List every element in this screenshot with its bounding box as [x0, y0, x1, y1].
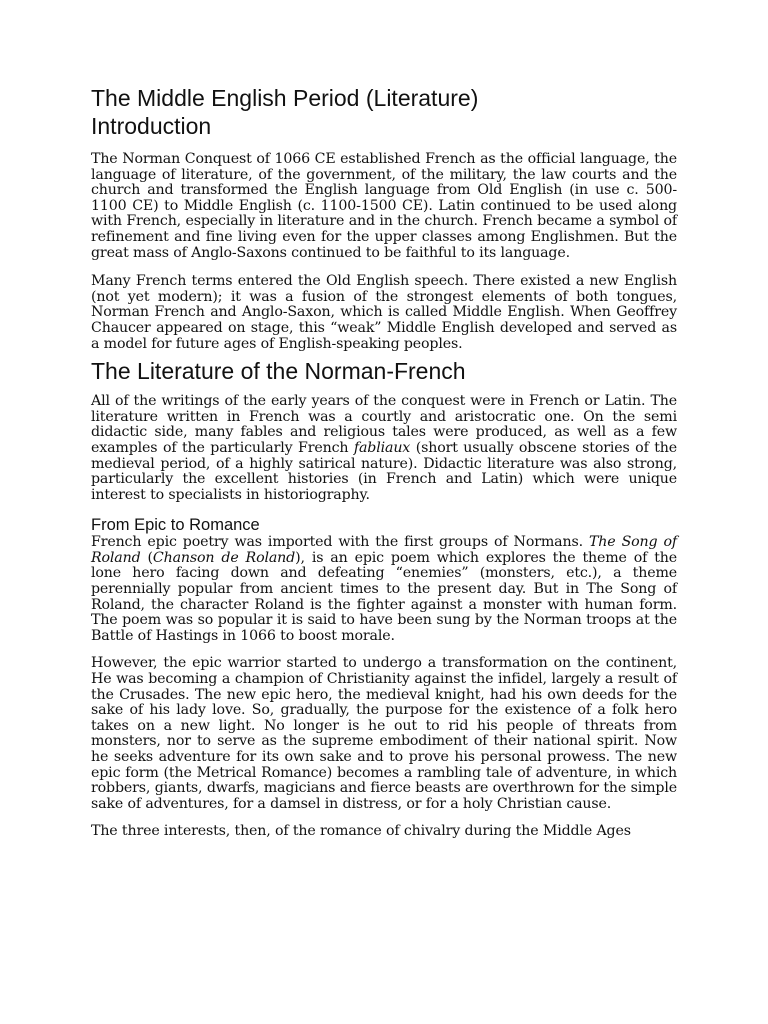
norman-french-text-b: (short usually obscene stories of the medieval period, of a highly satirical nature). Didactic literature was also strong, particularly the excellent histories (in French and Latin) which were unique interest to specialists in historiography.	[91, 439, 677, 503]
epic-text-b: (	[140, 549, 153, 566]
section-heading-norman-french: The Literature of the Norman-French	[91, 358, 466, 385]
norman-french-paragraph	[91, 394, 677, 503]
intro-paragraph-2: Many French terms entered the Old English speech. There existed a new English (not yet modern); it was a fusion of the strongest elements of both tongues, Norman French and Anglo-Saxon, which is called Middle English. When Geoffrey Chaucer appeared on stage, this “weak” Middle English developed and served as a model for future ages of English-speaking peoples.	[91, 273, 677, 352]
chanson-de-roland-title: Chanson de Roland	[152, 549, 296, 566]
title-block	[91, 84, 677, 140]
intro-paragraph-1: The Norman Conquest of 1066 CE established French as the official language, the language of literature, of the government, of the military, the law courts and the church and transformed the English language from Old English (in use c. 500-1100 CE) to Middle English (c. 1100-1500 CE). Latin continued to be used along with French, especially in literature and in the church. French became a symbol of refinement and fine living even for the upper classes among Englishmen. But the great mass of Anglo-Saxons continued to be faithful to its language.	[91, 151, 677, 261]
fabliaux-term: fabliaux	[353, 439, 411, 456]
title-line-1: The Middle English Period (Literature)	[91, 85, 479, 111]
subsection-heading-epic-to-romance: From Epic to Romance	[91, 516, 260, 535]
document-page	[91, 84, 677, 840]
epic-text-c: ), is an epic poem which explores the theme of the lone hero facing down and defeating “enemies” (monsters, etc.), a theme perennially popular from ancient times to the present day. But in The Song of Roland, the character Roland is the fighter against a monster with human form. The poem was so popular it is said to have been sung by the Norman troops at the Battle of Hastings in 1066 to boost morale.	[91, 549, 678, 644]
final-line: The three interests, then, of the romance of chivalry during the Middle Ages	[91, 823, 631, 840]
title-line-2: Introduction	[91, 113, 212, 139]
transformation-paragraph: However, the epic warrior started to undergo a transformation on the continent, He was becoming a champion of Christianity against the infidel, largely a result of the Crusades. The new epic hero, the medieval knight, had his own deeds for the sake of his lady love. So, gradually, the purpose for the existence of a folk hero takes on a new light. No longer is he out to rid his people of threats from monsters, nor to serve as the supreme embodiment of their national spirit. Now he seeks adventure for its own sake and to prove his personal prowess. The new epic form (the Metrical Romance) becomes a rambling tale of adventure, in which robbers, giants, dwarfs, magicians and fierce beasts are overthrown for the simple sake of adventures, for a damsel in distress, or for a holy Christian cause.	[91, 655, 677, 812]
song-of-roland-title: The Song of Roland	[91, 534, 677, 566]
document-title	[91, 84, 677, 140]
norman-french-text-a: All of the writings of the early years of the conquest were in French or Latin. The literature written in French was a courtly and aristocratic one. On the semi didactic side, many fables and religious tales were produced, as well as a few examples of the particularly French	[91, 393, 677, 456]
epic-paragraph	[91, 535, 677, 644]
epic-text-a: French epic poetry was imported with the first groups of Normans.	[91, 534, 589, 551]
